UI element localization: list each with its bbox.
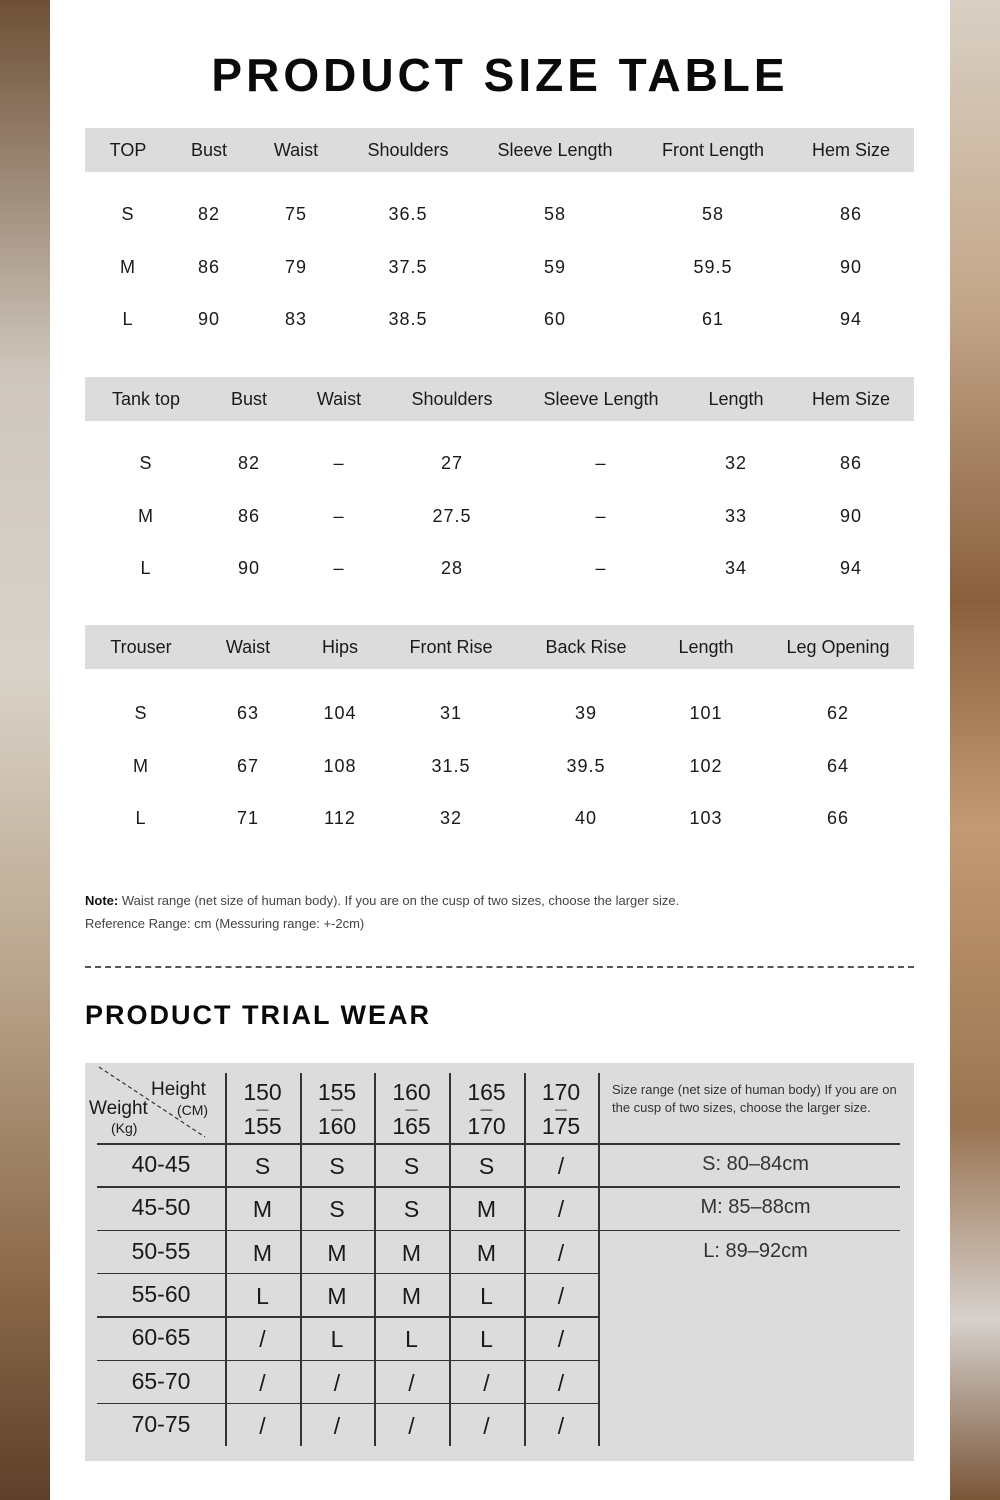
dashed-divider: [85, 966, 914, 968]
size-cell: L: [330, 1326, 344, 1353]
table-cell: L: [122, 309, 134, 329]
size-cell: L: [256, 1282, 269, 1309]
table-cell: L: [135, 808, 147, 828]
size-cell: S: [329, 1196, 345, 1223]
corner-height-label: Height: [151, 1079, 206, 1100]
table-cell: S: [121, 204, 135, 224]
size-cell: /: [483, 1412, 490, 1439]
weight-range-cell: 65-70: [131, 1367, 191, 1394]
trouser-table-header-cell: Leg Opening: [786, 637, 890, 657]
top-table-header-cell: Sleeve Length: [497, 140, 613, 160]
height-sep: —: [555, 1102, 567, 1116]
table-cell: M: [133, 755, 149, 776]
table-cell: 31.5: [431, 755, 471, 776]
table-cell: 62: [826, 703, 850, 723]
height-top: 160: [392, 1079, 431, 1105]
height-column-header: [300, 1079, 374, 1139]
trouser-table-header-cell: Waist: [225, 637, 271, 657]
size-cell: M: [476, 1239, 497, 1266]
table-cell: 83: [284, 309, 308, 329]
table-cell: –: [595, 453, 607, 473]
table-cell: 86: [839, 204, 863, 224]
note-label: Note:: [85, 893, 119, 908]
table-cell: 108: [323, 755, 357, 776]
table-cell: 94: [839, 309, 863, 329]
table-cell: 112: [324, 808, 356, 828]
table-cell: 58: [543, 204, 567, 224]
weight-range-cell: 55-60: [131, 1280, 191, 1307]
table-cell: 90: [839, 505, 863, 526]
size-cell: S: [254, 1153, 271, 1179]
trouser-table-header-cell: Trouser: [110, 637, 172, 657]
trouser-table-header-cell: Back Rise: [545, 637, 627, 657]
size-cell: L: [405, 1326, 418, 1353]
table-cell: 60: [543, 309, 567, 329]
table-cell: 32: [724, 453, 748, 473]
height-sep: —: [331, 1102, 343, 1116]
note-text: Waist range (net size of human body). If you are on the cusp of two sizes, choose the larger size.: [118, 893, 680, 908]
size-cell: L: [480, 1326, 493, 1353]
table-cell: 71: [236, 808, 260, 828]
table-row: [85, 542, 914, 595]
trouser-size-table: [85, 625, 914, 845]
table-cell: 39.5: [566, 755, 606, 776]
table-cell: 75: [284, 204, 308, 224]
table-cell: –: [333, 453, 345, 473]
table-row: [85, 293, 914, 346]
height-top: 155: [317, 1079, 357, 1105]
background-photo-right: [950, 0, 1000, 1500]
reference-range: Reference Range: cm (Messuring range: +-2cm): [85, 916, 365, 931]
table-cell: 39: [574, 703, 598, 723]
top-table-header-cell: Bust: [190, 140, 228, 160]
table-cell: 86: [839, 453, 863, 473]
height-sep: —: [480, 1102, 493, 1116]
size-cell: M: [401, 1282, 422, 1309]
size-cell: /: [557, 1153, 565, 1179]
tank-table-header-cell: Sleeve Length: [543, 389, 659, 409]
table-cell: 36.5: [388, 204, 428, 224]
page-title: PRODUCT SIZE TABLE: [211, 49, 789, 101]
table-cell: 59.5: [693, 256, 733, 277]
background-photo-left: [0, 0, 50, 1500]
table-cell: 67: [236, 755, 260, 776]
table-cell: 33: [724, 505, 748, 526]
size-range-note: Size range (net size of human body) If you are on the cusp of two sizes, choose the larger size.: [612, 1082, 897, 1115]
weight-range-cell: 50-55: [131, 1237, 191, 1264]
weight-range-cell: 45-50: [131, 1194, 191, 1221]
height-bottom: 175: [541, 1113, 581, 1139]
table-cell: 104: [323, 703, 357, 723]
size-cell: /: [557, 1239, 565, 1266]
size-cell: /: [333, 1412, 341, 1439]
size-cell: /: [408, 1369, 415, 1396]
table-cell: 63: [236, 703, 260, 723]
table-cell: 37.5: [388, 256, 428, 277]
height-top: 150: [243, 1079, 282, 1105]
top-table-header-cell: Shoulders: [367, 140, 449, 160]
table-cell: 38.5: [388, 309, 428, 329]
corner-cm-label: (CM): [177, 1102, 209, 1118]
top-table-header-cell: Waist: [273, 140, 319, 160]
trouser-table-header: [85, 625, 914, 669]
tank-table-header-cell: Shoulders: [411, 389, 493, 409]
table-cell: 101: [689, 703, 723, 723]
table-cell: 28: [440, 558, 464, 578]
table-cell: 32: [439, 808, 463, 828]
size-cell: M: [401, 1239, 422, 1266]
height-sep: —: [405, 1102, 418, 1116]
table-cell: 94: [839, 558, 863, 578]
size-chart-sheet: [50, 0, 950, 1500]
table-cell: 102: [689, 755, 723, 776]
size-cell: /: [557, 1282, 565, 1309]
size-cell: M: [252, 1239, 273, 1266]
tank-table-header-cell: Waist: [316, 389, 362, 409]
table-cell: 86: [237, 505, 261, 526]
table-cell: –: [333, 558, 345, 578]
trouser-table-header-cell: Hips: [321, 637, 359, 657]
table-cell: –: [595, 505, 607, 526]
table-cell: 34: [724, 558, 748, 578]
tank-table-header-cell: Bust: [230, 389, 268, 409]
tank-top-size-table: [85, 377, 914, 595]
table-cell: 79: [284, 256, 308, 277]
table-row: [85, 437, 914, 490]
table-cell: M: [138, 505, 154, 526]
weight-range-cell: 70-75: [131, 1410, 191, 1437]
top-size-table: [85, 128, 914, 346]
table-cell: 86: [197, 256, 221, 277]
size-cell: S: [329, 1153, 345, 1179]
height-bottom: 165: [392, 1113, 431, 1139]
size-note: [85, 889, 679, 935]
table-row: [85, 740, 914, 793]
table-cell: 58: [701, 204, 725, 224]
top-table-header-cell: Front Length: [661, 140, 765, 160]
size-cell: /: [259, 1326, 266, 1353]
table-row: [85, 687, 914, 740]
table-cell: 82: [197, 204, 221, 224]
height-bottom: 155: [243, 1113, 282, 1139]
trial-wear-table: [85, 1063, 914, 1461]
trouser-table-header-cell: Front Rise: [409, 637, 493, 657]
size-cell: M: [327, 1282, 347, 1309]
corner-weight-label: Weight: [89, 1098, 148, 1119]
table-cell: 59: [543, 256, 567, 277]
size-cell: M: [476, 1196, 497, 1223]
tank-table-header: [85, 377, 914, 421]
table-cell: 103: [689, 808, 723, 828]
table-cell: 90: [197, 309, 221, 329]
size-cell: /: [333, 1369, 341, 1396]
weight-range-cell: 40-45: [131, 1151, 191, 1177]
size-cell: S: [403, 1196, 420, 1223]
size-cell: M: [252, 1196, 273, 1223]
size-cell: /: [557, 1196, 565, 1223]
table-cell: S: [139, 453, 153, 473]
tank-table-header-cell: Hem Size: [811, 389, 891, 409]
table-row: [85, 490, 914, 543]
table-cell: –: [595, 558, 607, 578]
trouser-table-header-cell: Length: [678, 637, 734, 657]
table-cell: S: [134, 703, 148, 723]
table-cell: 27: [440, 453, 464, 473]
size-cell: /: [557, 1369, 565, 1396]
table-cell: L: [140, 558, 152, 578]
size-cell: L: [480, 1282, 493, 1309]
size-cell: /: [259, 1412, 266, 1439]
table-cell: 64: [826, 755, 850, 776]
size-cell: /: [557, 1412, 565, 1439]
size-cell: /: [408, 1412, 415, 1439]
table-cell: 27.5: [432, 505, 472, 526]
waist-range-value: L: 89–92cm: [703, 1239, 808, 1262]
corner-kg-label: (Kg): [111, 1120, 138, 1136]
size-cell: /: [259, 1369, 266, 1396]
waist-range-value: M: 85–88cm: [700, 1196, 811, 1219]
size-cell: S: [478, 1153, 495, 1179]
table-cell: 82: [237, 453, 261, 473]
table-row: [85, 792, 914, 845]
height-bottom: 160: [317, 1113, 357, 1139]
waist-range-value: S: 80–84cm: [702, 1153, 809, 1175]
tank-table-header-cell: Length: [708, 389, 764, 409]
table-cell: M: [120, 256, 136, 277]
height-top: 165: [467, 1079, 506, 1105]
table-cell: 40: [574, 808, 598, 828]
weight-range-cell: 60-65: [131, 1324, 191, 1351]
height-column-header: [225, 1079, 300, 1139]
height-column-header: [374, 1079, 449, 1139]
top-table-header-cell: Hem Size: [811, 140, 891, 160]
height-column-header: [524, 1079, 598, 1139]
size-cell: M: [327, 1239, 347, 1266]
size-cell: /: [557, 1326, 565, 1353]
table-cell: –: [333, 505, 345, 526]
size-cell: /: [483, 1369, 490, 1396]
height-bottom: 170: [467, 1113, 506, 1139]
table-cell: 90: [237, 558, 261, 578]
table-row: [85, 241, 914, 294]
table-row: [85, 188, 914, 241]
trial-wear-title: PRODUCT TRIAL WEAR: [85, 1000, 431, 1030]
height-sep: —: [256, 1102, 269, 1116]
table-cell: 66: [826, 808, 850, 828]
table-cell: 61: [701, 309, 725, 329]
height-column-header: [449, 1079, 524, 1139]
top-table-header-cell: TOP: [109, 140, 147, 160]
table-cell: 31: [439, 703, 463, 723]
top-table-header: [85, 128, 914, 172]
size-cell: S: [403, 1153, 420, 1179]
tank-table-header-cell: Tank top: [111, 389, 181, 409]
table-cell: 90: [839, 256, 863, 277]
height-top: 170: [541, 1079, 581, 1105]
